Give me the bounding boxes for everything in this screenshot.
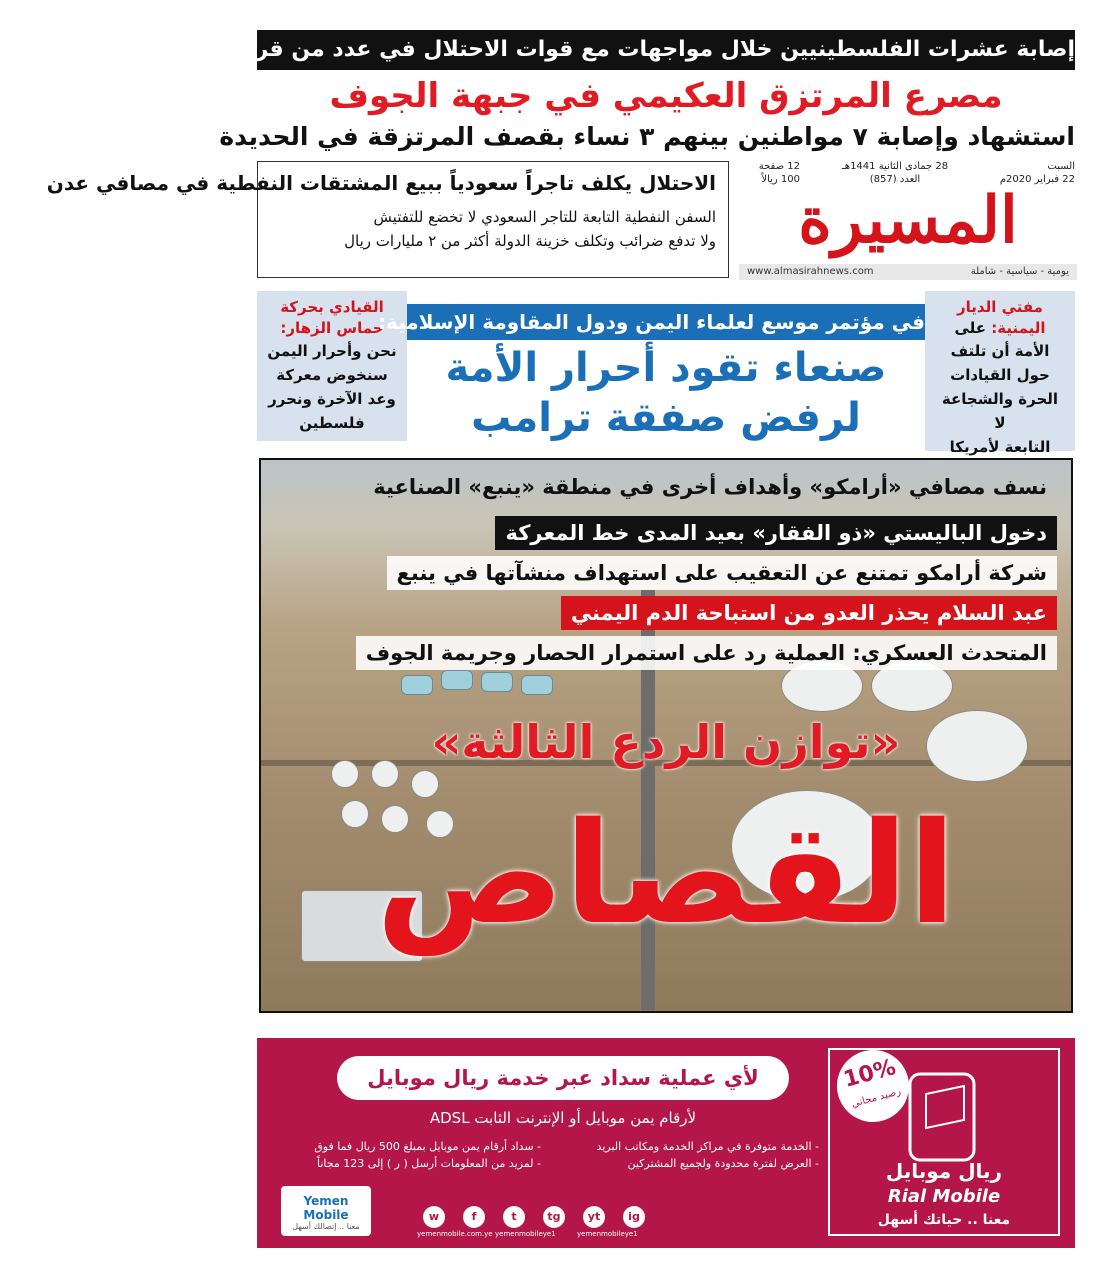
photo-line-3: شركة أرامكو تمتنع عن التعقيب على استهداف منشآتها في ينبع: [387, 556, 1057, 590]
badge-text: رصيد مجاني: [850, 1086, 903, 1110]
left-side-line: نحن وأحرار اليمن: [267, 342, 397, 360]
yemen-mobile-name: Yemen Mobile: [303, 1194, 349, 1222]
top-headline-band: إصابة عشرات الفلسطينيين خلال مواجهات مع قوات الاحتلال في عدد من قرى وبلدات الضفة الغربية: [257, 30, 1075, 70]
rial-mobile-ar: ريال موبايل: [885, 1159, 1003, 1183]
photo-line-2: دخول الباليستي «ذو الفقار» بعيد المدى خط المعركة: [495, 516, 1057, 550]
day-name: السبت: [1047, 161, 1075, 172]
ad-bullet: - لمزيد من المعلومات أرسل ( ر ) إلى 123 مجاناً: [317, 1157, 541, 1170]
photo-quote: «توازن الردع الثالثة»: [431, 715, 901, 769]
price: 100 ريالاً: [761, 174, 800, 185]
right-side-line: التابعة لأمريكا: [949, 438, 1051, 456]
right-side-box: [925, 291, 1075, 456]
left-side-title-1: القيادي بحركة: [280, 298, 384, 316]
page-count: 12 صفحة: [758, 161, 800, 172]
telegram-icon[interactable]: tg: [543, 1206, 565, 1228]
right-side-line: الحرة والشجاعة لا: [941, 390, 1059, 432]
social-label: yemenmobileye1: [577, 1230, 638, 1238]
rial-mobile-en: Rial Mobile: [887, 1186, 1001, 1207]
blue-tank: [481, 672, 513, 692]
right-side-title-1: مفتي الديار: [957, 298, 1043, 316]
twitter-icon[interactable]: t: [503, 1206, 525, 1228]
right-side-title-2: اليمنية:: [991, 319, 1046, 337]
social-label: yemenmobile.com.ye: [417, 1230, 493, 1238]
ad-subline: لأرقام يمن موبايل أو الإنترنت الثابت ADSL: [429, 1109, 697, 1127]
right-side-title-2-row: [935, 318, 1065, 339]
photo-line-4: عبد السلام يحذر العدو من استباحة الدم اليمني: [561, 596, 1057, 630]
left-side-line: سنخوض معركة: [276, 366, 388, 384]
conference-headline: [407, 343, 925, 451]
youtube-icon[interactable]: yt: [583, 1206, 605, 1228]
left-side-line: فلسطين: [299, 414, 365, 432]
tagline: يومية - سياسية - شاملة: [970, 266, 1069, 277]
ad-bullet: - سداد أرقام يمن موبايل بمبلغ 500 ريال فما فوق: [314, 1140, 541, 1153]
logo-text: المسيرة: [798, 183, 1018, 258]
story-line-1: السفن النفطية التابعة للتاجر السعودي لا تخضع للتفتيش: [373, 208, 716, 226]
refinery-photo: [259, 458, 1073, 1013]
story-line-2: ولا تدفع ضرائب وتكلف خزينة الدولة أكثر من ٢ مليارات ريال: [344, 232, 716, 250]
photo-main-title: القصاص: [375, 793, 957, 956]
story-title: الاحتلال يكلف تاجراً سعودياً ببيع المشتقات النفطية في مصافي عدن: [46, 171, 716, 195]
badge-percent: 10%: [841, 1055, 899, 1093]
left-side-line: وعد الآخرة ونحرر: [268, 390, 396, 408]
conference-strip: في مؤتمر موسع لعلماء اليمن ودول المقاومة الإسلامية:: [407, 304, 925, 340]
conference-line-1: صنعاء تقود أحرار الأمة: [445, 345, 887, 391]
masthead-logo: [739, 178, 1077, 264]
rial-mobile-tagline: معنا .. حياتك أسهل: [877, 1212, 1011, 1228]
ad-bullets-left: [265, 1138, 541, 1172]
ad-bullet: - الخدمة متوفرة في مراكز الخدمة ومكاتب البريد: [596, 1140, 819, 1153]
website-icon[interactable]: w: [423, 1206, 445, 1228]
site-bar: [739, 264, 1077, 280]
yemen-mobile-logo: [281, 1186, 371, 1236]
photo-line-5: المتحدث العسكري: العملية رد على استمرار الحصار وجريمة الجوف: [356, 636, 1057, 670]
blue-tank: [401, 675, 433, 695]
conference-line-2: لرفض صفقة ترامب: [471, 395, 861, 441]
right-side-line: حول القيادات: [950, 366, 1050, 384]
ad-pill: لأي عملية سداد عبر خدمة ريال موبايل: [337, 1056, 789, 1100]
yemen-mobile-tag: معنا .. إتصالك أسهل: [292, 1222, 360, 1231]
blue-tank: [441, 670, 473, 690]
right-side-line: الأمة أن تلتف: [950, 342, 1050, 360]
ad-bullet: - العرض لفترة محدودة ولجميع المشتركين: [627, 1157, 819, 1170]
social-label: yemenmobileye1: [495, 1230, 556, 1238]
ad-bullets-right: [551, 1138, 819, 1172]
facebook-icon[interactable]: f: [463, 1206, 485, 1228]
left-side-title-2: حماس الزهار:: [280, 319, 384, 337]
sub-headline: استشهاد وإصابة ٧ مواطنين بينهم ٣ نساء بقصف المرتزقة في الحديدة: [219, 122, 1075, 151]
website-link[interactable]: www.almasirahnews.com: [747, 266, 874, 277]
instagram-icon[interactable]: ig: [623, 1206, 645, 1228]
story-box: [46, 161, 729, 278]
hijri-date: 28 جمادى الثانية 1441هـ: [841, 161, 949, 172]
photo-line-1: نسف مصافي «أرامكو» وأهداف أخرى في منطقة «ينبع» الصناعية: [373, 475, 1047, 499]
main-red-headline: مصرع المرتزق العكيمي في جبهة الجوف: [329, 76, 1003, 116]
blue-tank: [521, 675, 553, 695]
gregorian-date: 22 فبراير 2020م: [999, 174, 1075, 185]
issue-number: العدد (857): [869, 174, 921, 185]
right-side-inline: على: [954, 319, 986, 337]
